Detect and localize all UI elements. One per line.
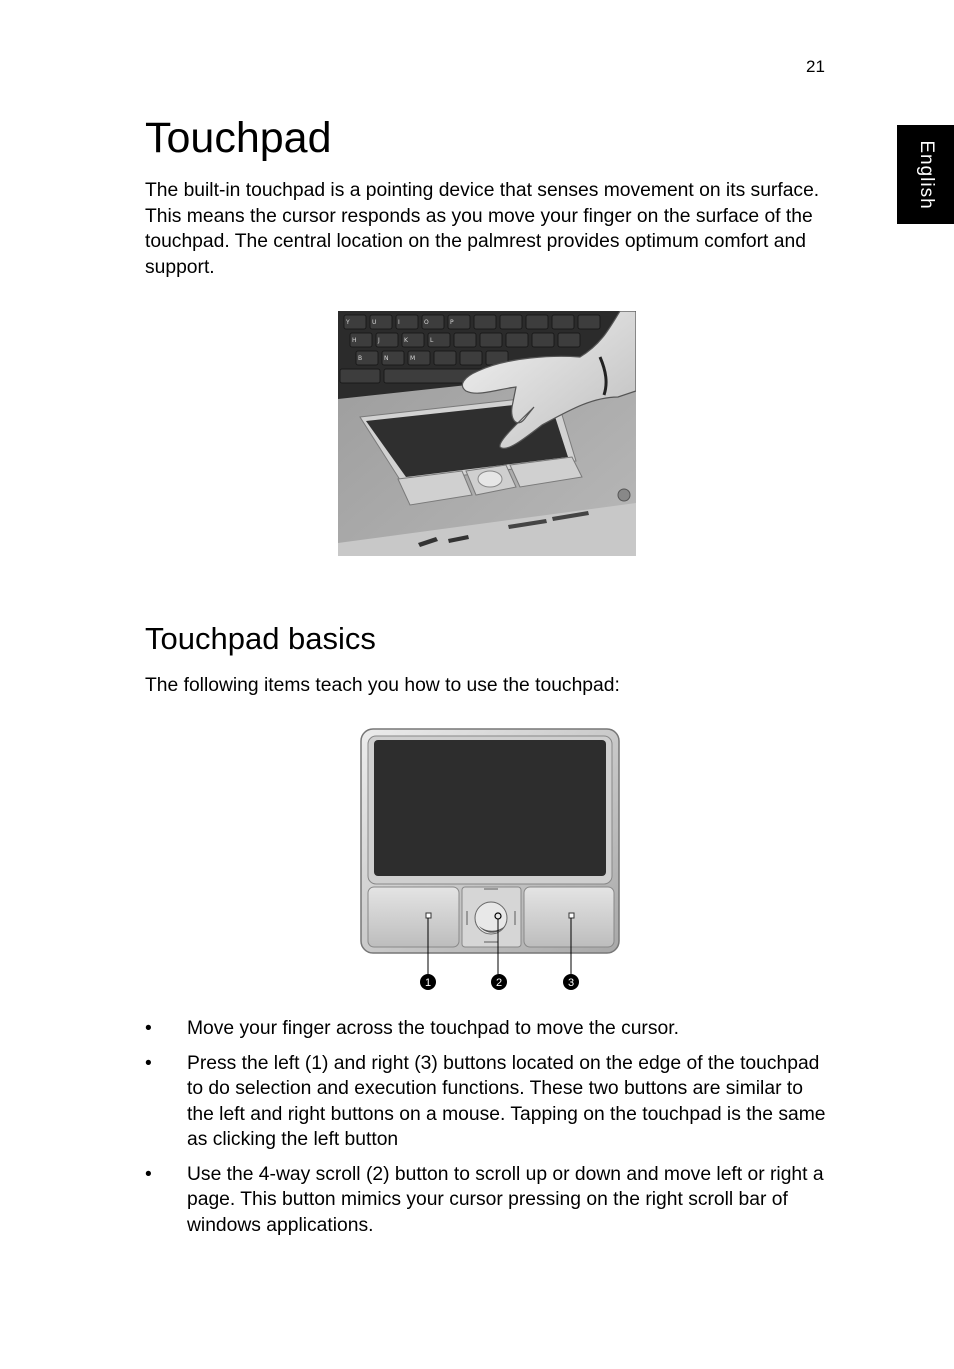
laptop-touchpad-photo — [338, 311, 636, 556]
key-label: U — [372, 319, 377, 326]
key-label: N — [384, 355, 389, 362]
key-label: B — [358, 355, 363, 362]
list-item — [145, 1051, 835, 1153]
callout-label: 2 — [495, 977, 503, 989]
callout-1 — [420, 974, 436, 990]
key-label: K — [404, 337, 408, 344]
key-label: O — [424, 319, 429, 326]
language-tab — [897, 125, 954, 224]
lead-paragraph: The following items teach you how to use the touchpad: — [145, 675, 620, 696]
touch-surface — [374, 740, 606, 876]
key-label: Y — [346, 319, 350, 326]
instruction-list — [145, 1016, 835, 1247]
bullet-marker: • — [145, 1018, 152, 1039]
callout-3 — [563, 974, 579, 990]
intro-paragraph: The built-in touchpad is a pointing device that senses movement on its surface. This means the cursor responds as you move your finger on the surface of the touchpad. The central location on the palmrest provides optimum comfort and support. — [145, 180, 820, 278]
left-button — [368, 887, 459, 947]
list-item — [145, 1016, 835, 1042]
list-item-text: Use the 4-way scroll (2) button to scroll up or down and move left or right a page. This button mimics your cursor pressing on the right scroll bar of windows applications. — [187, 1163, 824, 1236]
callout-label: 1 — [424, 977, 432, 989]
key-label: H — [352, 337, 357, 344]
list-item-text: Move your finger across the touchpad to move the cursor. — [187, 1018, 679, 1039]
key-label: J — [378, 337, 380, 344]
bullet-marker: • — [145, 1052, 152, 1074]
key-label: L — [430, 337, 434, 344]
list-item-text: Press the left (1) and right (3) buttons located on the edge of the touchpad to do selection and execution functions. These two buttons are similar to the left and right buttons on a mouse. Tapping on the touchpad is the same as clicking the left button — [187, 1052, 826, 1150]
touchpad-diagram — [358, 727, 624, 995]
section-heading: Touchpad basics — [145, 621, 376, 656]
page-number: 21 — [806, 57, 825, 76]
key-label: P — [450, 319, 454, 326]
callout-label: 3 — [567, 977, 575, 989]
key-label: I — [398, 319, 400, 326]
key-label: M — [410, 355, 416, 362]
page-title: Touchpad — [145, 114, 332, 162]
bullet-marker: • — [145, 1163, 152, 1185]
callout-2 — [491, 974, 507, 990]
language-tab-label: English — [915, 139, 937, 210]
list-item — [145, 1162, 835, 1239]
